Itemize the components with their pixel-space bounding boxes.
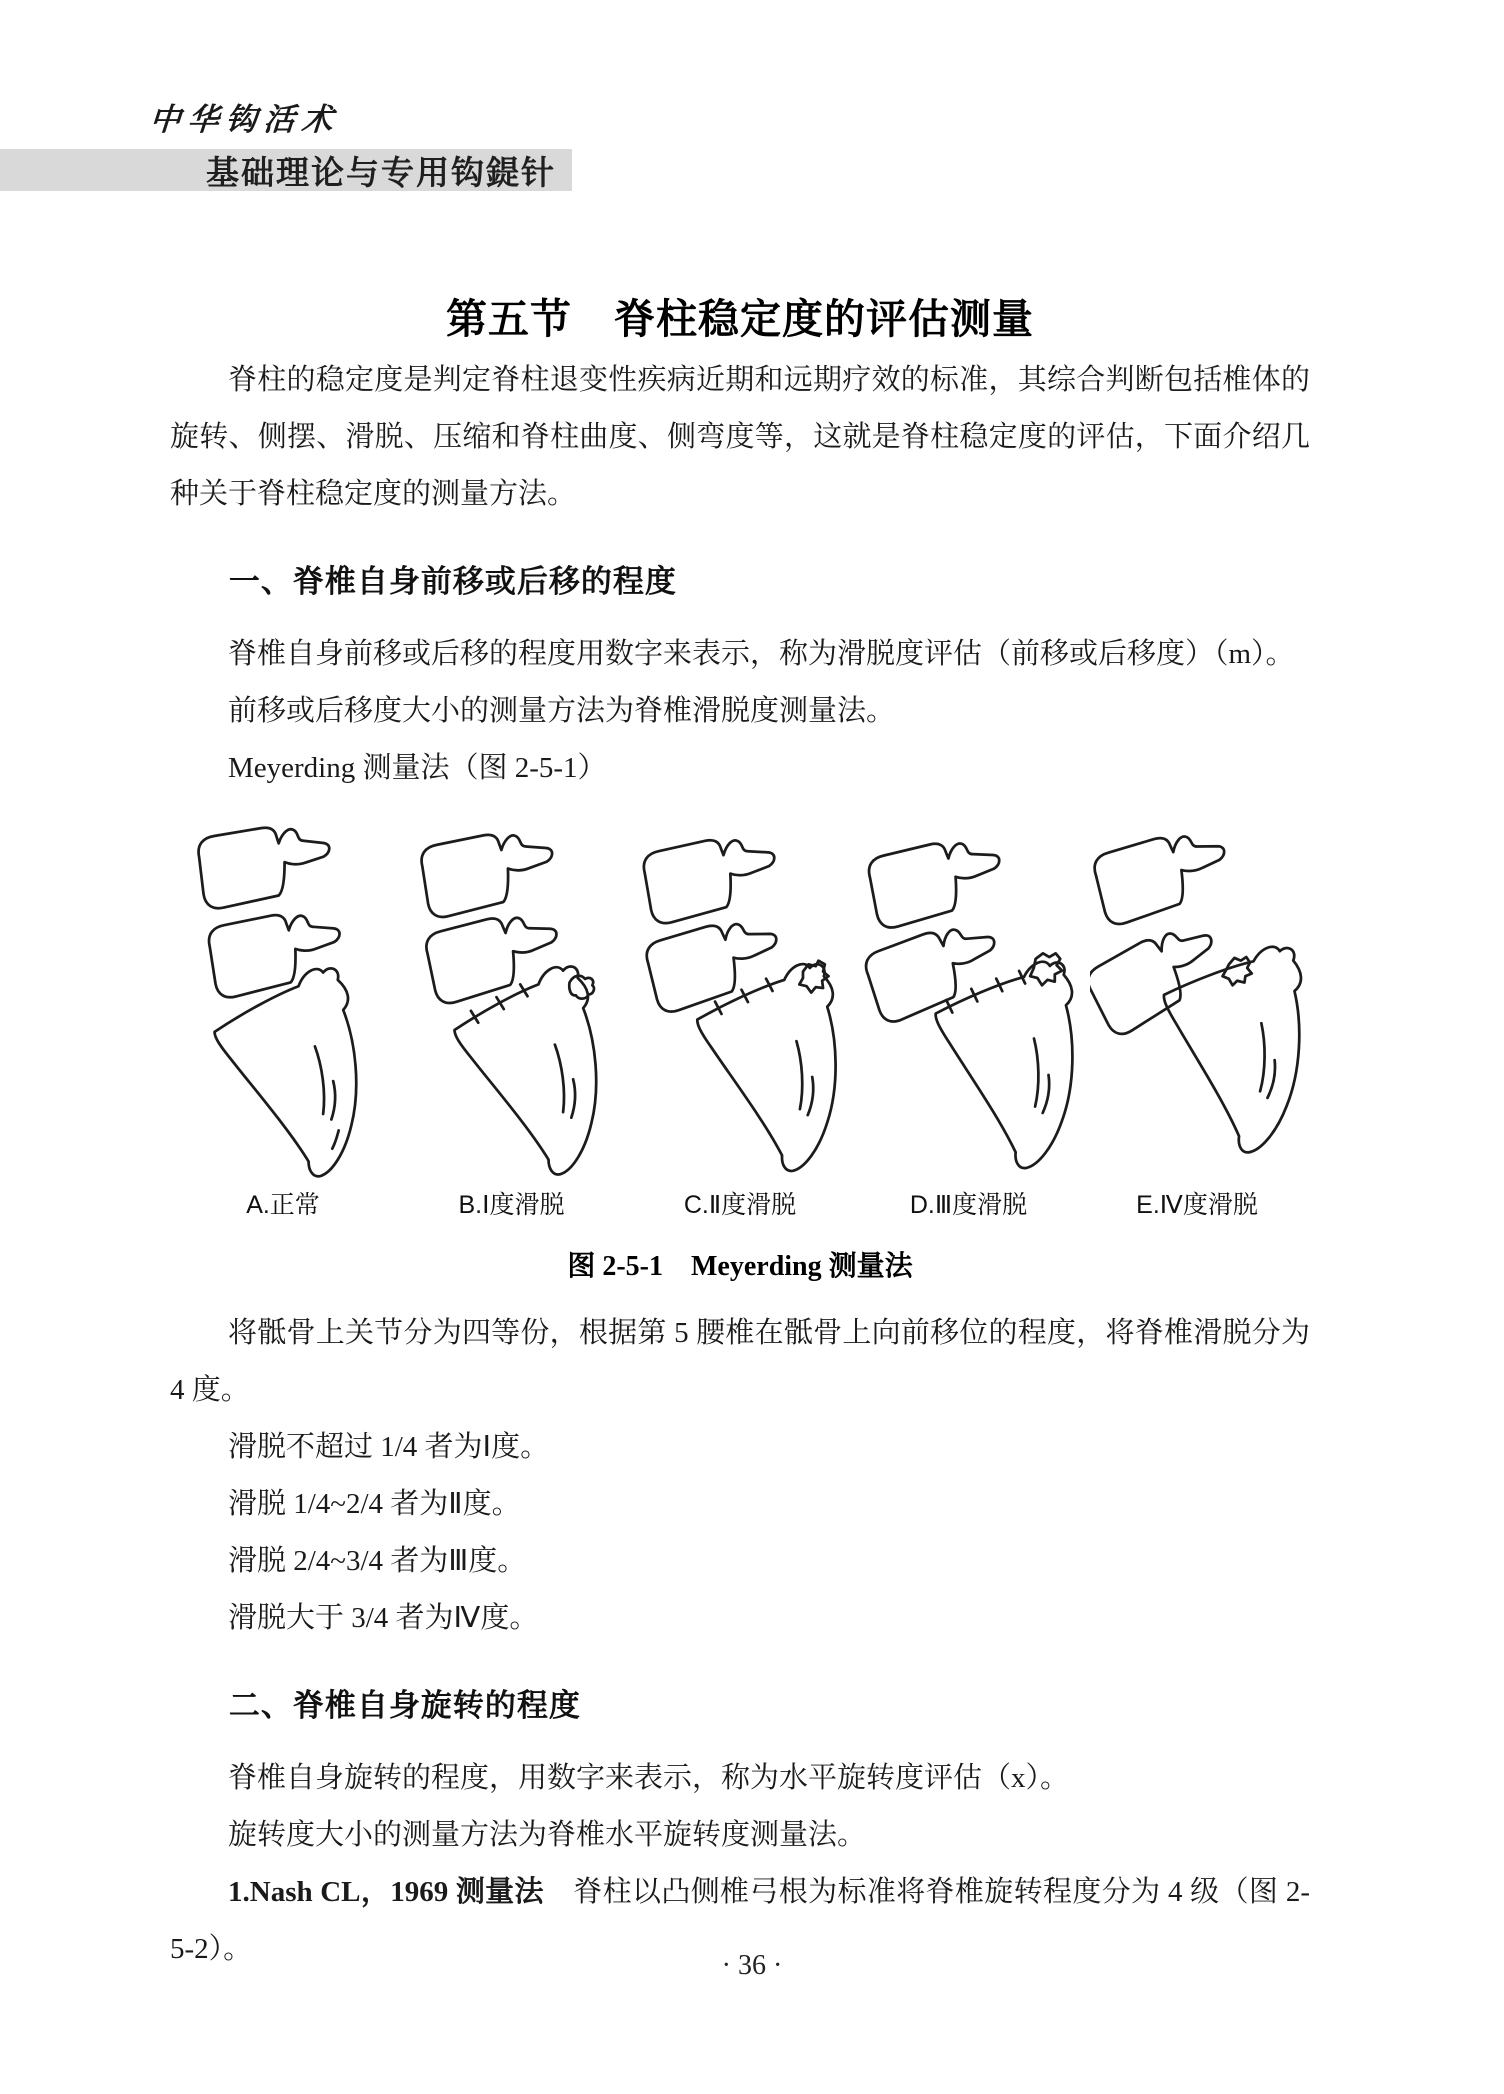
figure-meyerding xyxy=(170,811,1310,1285)
brand-text: 中华钩活术 xyxy=(148,102,342,138)
vertebra-l5 xyxy=(1090,916,1232,1040)
vertebra-l4 xyxy=(641,833,780,926)
paragraph-grade-2: 滑脱 1/4~2/4 者为Ⅱ度。 xyxy=(228,1488,521,1520)
figure-panel-c xyxy=(633,811,847,1221)
vertebra-l5 xyxy=(643,914,786,1015)
paragraph-intro: 脊柱的稳定度是判定脊柱退变性疾病近期和远期疗效的标准，其综合判断包括椎体的旋转、侧摆、滑脱、压缩和脊柱曲度、侧弯度等，这就是脊柱稳定度的评估，下面介绍几种关于脊柱稳定度的测量方法。 xyxy=(170,364,1310,510)
content-column xyxy=(170,352,1310,1978)
figure-panels xyxy=(170,811,1310,1221)
vertebra-l4 xyxy=(419,828,557,918)
figure-panel-label: E.Ⅳ度滑脱 xyxy=(1136,1191,1258,1219)
sacrum xyxy=(454,967,596,1175)
vertebra-l5 xyxy=(862,917,1008,1025)
paragraph-grading-intro: 将骶骨上关节分为四等份，根据第 5 腰椎在骶骨上向前移位的程度，将脊椎滑脱分为 4 度。 xyxy=(170,1317,1310,1406)
vertebra-l5 xyxy=(207,909,345,999)
spine-diagram-grade-1 xyxy=(405,811,619,1187)
tick-marks xyxy=(470,984,527,1022)
bone-fragment xyxy=(1030,953,1062,985)
header-bar xyxy=(0,149,572,191)
figure-panel-b xyxy=(405,811,619,1221)
bone-fragment xyxy=(1223,957,1252,985)
paragraph-grade-1: 滑脱不超过 1/4 者为Ⅰ度。 xyxy=(228,1431,550,1463)
vertebra-l4 xyxy=(197,823,333,909)
sacrum xyxy=(1144,932,1304,1158)
page-number: · 36 · xyxy=(721,1950,783,1981)
vertebra-l5 xyxy=(423,909,564,1006)
page-title: 第五节 脊柱稳定度的评估测量 xyxy=(446,296,1034,342)
vertebra-l4 xyxy=(866,835,1006,930)
sacrum xyxy=(215,968,357,1176)
spine-diagram-grade-4 xyxy=(1090,811,1304,1187)
sacrum xyxy=(920,950,1075,1172)
spine-diagram-grade-2 xyxy=(633,811,847,1187)
paragraph-rotation-definition: 脊椎自身旋转的程度，用数字来表示，称为水平旋转度评估（x）。 xyxy=(228,1762,1070,1794)
bone-fragment xyxy=(569,976,594,999)
spine-diagram-grade-3 xyxy=(862,811,1076,1187)
figure-panel-e xyxy=(1090,811,1304,1221)
paragraph-slip-definition: 脊椎自身前移或后移的程度用数字来表示，称为滑脱度评估（前移或后移度）（m）。 xyxy=(228,638,1295,670)
figure-panel-d xyxy=(862,811,1076,1221)
figure-panel-label: C.Ⅱ度滑脱 xyxy=(683,1191,797,1219)
paragraph-grade-4: 滑脱大于 3/4 者为Ⅳ度。 xyxy=(228,1602,539,1634)
section-heading-2: 二、脊椎自身旋转的程度 xyxy=(228,1688,581,1723)
paragraph-rotation-method: 旋转度大小的测量方法为脊椎水平旋转度测量法。 xyxy=(228,1819,867,1851)
nash-cl-lead: 1.Nash CL，1969 测量法 xyxy=(228,1876,544,1908)
vertebra-l4 xyxy=(1091,826,1234,927)
tick-marks xyxy=(945,964,1026,1020)
section-heading-1: 一、脊椎自身前移或后移的程度 xyxy=(228,564,677,599)
paragraph-meyerding-ref: Meyerding 测量法（图 2-5-1） xyxy=(228,752,607,784)
figure-panel-label: B.Ⅰ度滑脱 xyxy=(458,1191,565,1219)
figure-panel-label: D.Ⅲ度滑脱 xyxy=(909,1191,1028,1219)
tick-marks xyxy=(714,975,773,1017)
spine-diagram-normal xyxy=(176,811,390,1187)
figure-panel-a xyxy=(176,811,390,1221)
header-bar-text: 基础理论与专用钩鍉针 xyxy=(206,153,556,191)
figure-panel-label: A.正常 xyxy=(246,1191,320,1219)
paragraph-slip-method: 前移或后移度大小的测量方法为脊椎滑脱度测量法。 xyxy=(228,695,896,727)
figure-caption: 图 2-5-1 Meyerding 测量法 xyxy=(567,1251,913,1282)
paragraph-grade-3: 滑脱 2/4~3/4 者为Ⅲ度。 xyxy=(228,1545,527,1577)
nash-cl-rest: 脊柱以凸侧椎弓根为标准将脊椎旋转程度分为 4 级（图 2-5-2）。 xyxy=(170,1876,1310,1965)
